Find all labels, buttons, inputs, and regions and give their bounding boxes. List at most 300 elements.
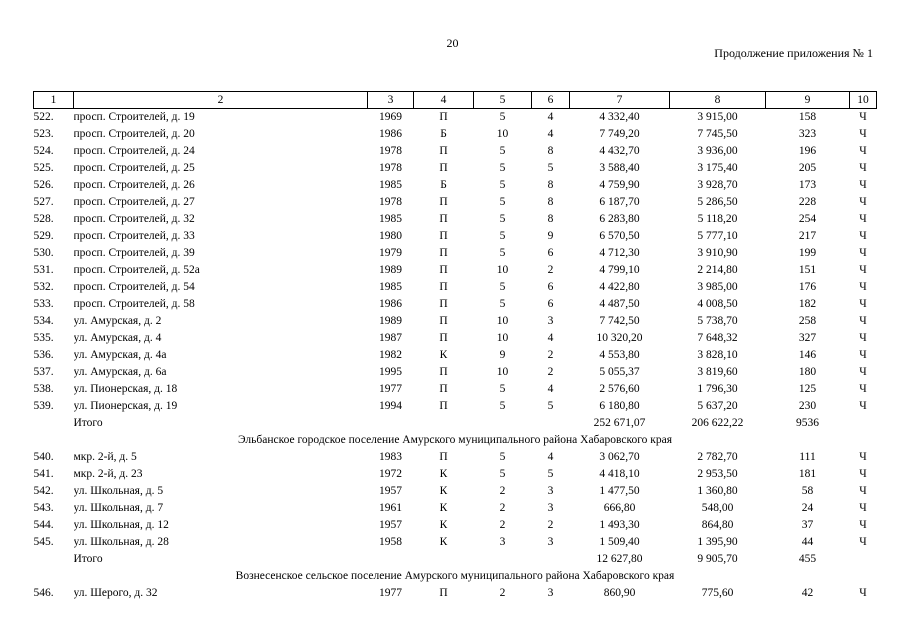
total-area: 1 509,40 (599, 536, 640, 548)
address: просп. Строителей, д. 25 (73, 162, 195, 174)
year-built: 1985 (379, 213, 402, 225)
empty-cell (850, 415, 877, 432)
entrances: 5 (547, 400, 554, 412)
ownership: Ч (859, 298, 867, 310)
row-number: 545. (33, 536, 54, 548)
living-area: 2 953,50 (697, 468, 738, 480)
address: просп. Строителей, д. 52а (73, 264, 200, 276)
wall-material: П (439, 264, 448, 276)
residents: 205 (798, 162, 817, 174)
empty-cell (34, 551, 74, 568)
wall-material: П (439, 230, 448, 242)
ownership: Ч (859, 485, 867, 497)
continuation-note: Продолжение приложения № 1 (714, 46, 873, 60)
floors: 5 (499, 468, 506, 480)
empty-cell (532, 415, 570, 432)
living-area: 2 214,80 (697, 264, 738, 276)
wall-material: П (439, 587, 448, 599)
table-row (34, 262, 877, 279)
year-built: 1978 (379, 145, 402, 157)
living-area: 1 360,80 (697, 485, 738, 497)
living-area: 548,00 (701, 502, 734, 514)
entrances: 8 (547, 145, 554, 157)
total-area: 860,90 (603, 587, 636, 599)
living-area: 5 777,10 (697, 230, 738, 242)
floors: 5 (499, 400, 506, 412)
entrances: 2 (547, 264, 554, 276)
wall-material: К (439, 468, 448, 480)
year-built: 1977 (379, 587, 402, 599)
entrances: 9 (547, 230, 554, 242)
wall-material: Б (440, 179, 447, 191)
year-built: 1969 (379, 111, 402, 123)
residents: 180 (798, 366, 817, 378)
living-area: 775,60 (701, 587, 734, 599)
ownership: Ч (859, 315, 867, 327)
residents: 111 (799, 451, 816, 463)
total-area: 4 553,80 (599, 349, 640, 361)
table-row (34, 466, 877, 483)
year-built: 1980 (379, 230, 402, 242)
table-row (34, 517, 877, 534)
row-number: 544. (33, 519, 54, 531)
residents: 176 (798, 281, 817, 293)
total-label: Итого (73, 417, 103, 429)
ownership: Ч (859, 383, 867, 395)
year-built: 1982 (379, 349, 402, 361)
ownership: Ч (859, 196, 867, 208)
col-header-8: 8 (670, 92, 766, 109)
floors: 5 (499, 179, 506, 191)
address: просп. Строителей, д. 20 (73, 128, 195, 140)
year-built: 1995 (379, 366, 402, 378)
residents: 37 (801, 519, 814, 531)
row-number: 522. (33, 111, 54, 123)
year-built: 1957 (379, 485, 402, 497)
entrances: 2 (547, 366, 554, 378)
entrances: 8 (547, 196, 554, 208)
year-built: 1979 (379, 247, 402, 259)
residents: 58 (801, 485, 814, 497)
table-row (34, 364, 877, 381)
living-area: 3 828,10 (697, 349, 738, 361)
col-header-2: 2 (74, 92, 368, 109)
address: ул. Амурская, д. 4а (73, 349, 167, 361)
entrances: 2 (547, 349, 554, 361)
total-area: 7 749,20 (599, 128, 640, 140)
total-area: 666,80 (603, 502, 636, 514)
wall-material: П (439, 298, 448, 310)
year-built: 1977 (379, 383, 402, 395)
ownership: Ч (859, 111, 867, 123)
column-numbers-row (34, 92, 877, 109)
row-number: 527. (33, 196, 54, 208)
living-area: 5 286,50 (697, 196, 738, 208)
address: ул. Школьная, д. 5 (73, 485, 164, 497)
row-number: 531. (33, 264, 54, 276)
floors: 9 (499, 349, 506, 361)
table-row (34, 228, 877, 245)
table-row (34, 585, 877, 602)
residents: 258 (798, 315, 817, 327)
living-area: 3 910,90 (697, 247, 738, 259)
entrances: 4 (547, 332, 554, 344)
col-header-3: 3 (368, 92, 414, 109)
empty-cell (368, 551, 414, 568)
residents: 125 (798, 383, 817, 395)
living-area: 3 915,00 (697, 111, 738, 123)
floors: 5 (499, 162, 506, 174)
residents: 181 (798, 468, 817, 480)
year-built: 1994 (379, 400, 402, 412)
entrances: 3 (547, 315, 554, 327)
total-area: 10 320,20 (596, 332, 643, 344)
ownership: Ч (859, 264, 867, 276)
row-number: 525. (33, 162, 54, 174)
ownership: Ч (859, 247, 867, 259)
row-number: 526. (33, 179, 54, 191)
total-area: 2 576,60 (599, 383, 640, 395)
address: ул. Школьная, д. 7 (73, 502, 164, 514)
residents: 182 (798, 298, 817, 310)
address: просп. Строителей, д. 24 (73, 145, 195, 157)
living-area: 1 796,30 (697, 383, 738, 395)
living-area: 7 745,50 (697, 128, 738, 140)
section-heading-row (34, 432, 877, 449)
living-area: 3 819,60 (697, 366, 738, 378)
table-row (34, 211, 877, 228)
year-built: 1958 (379, 536, 402, 548)
floors: 5 (499, 230, 506, 242)
table-row (34, 381, 877, 398)
residents: 254 (798, 213, 817, 225)
total-row (34, 551, 877, 568)
ownership: Ч (859, 587, 867, 599)
year-built: 1983 (379, 451, 402, 463)
table-row (34, 279, 877, 296)
col-header-10: 10 (850, 92, 877, 109)
residents: 199 (798, 247, 817, 259)
table-row (34, 143, 877, 160)
empty-cell (34, 415, 74, 432)
table-row (34, 177, 877, 194)
total-area: 4 432,70 (599, 145, 640, 157)
living-area: 3 985,00 (697, 281, 738, 293)
row-number: 529. (33, 230, 54, 242)
address: просп. Строителей, д. 33 (73, 230, 195, 242)
residents-sum: 455 (798, 553, 817, 565)
residents: 196 (798, 145, 817, 157)
wall-material: П (439, 145, 448, 157)
col-header-9: 9 (766, 92, 850, 109)
total-area-sum: 12 627,80 (596, 553, 643, 565)
living-area: 1 395,90 (697, 536, 738, 548)
empty-cell (414, 551, 474, 568)
year-built: 1985 (379, 281, 402, 293)
table-row (34, 313, 877, 330)
table-row (34, 449, 877, 466)
year-built: 1957 (379, 519, 402, 531)
col-header-5: 5 (474, 92, 532, 109)
address: мкр. 2-й, д. 5 (73, 451, 137, 463)
wall-material: П (439, 162, 448, 174)
total-area: 3 062,70 (599, 451, 640, 463)
total-area: 1 493,30 (599, 519, 640, 531)
total-area: 4 712,30 (599, 247, 640, 259)
year-built: 1986 (379, 298, 402, 310)
row-number: 542. (33, 485, 54, 497)
wall-material: П (439, 451, 448, 463)
ownership: Ч (859, 468, 867, 480)
wall-material: Б (440, 128, 447, 140)
wall-material: П (439, 281, 448, 293)
floors: 5 (499, 213, 506, 225)
living-area: 5 118,20 (697, 213, 738, 225)
residents: 217 (798, 230, 817, 242)
floors: 5 (499, 281, 506, 293)
row-number: 532. (33, 281, 54, 293)
total-area: 6 180,80 (599, 400, 640, 412)
table-row (34, 109, 877, 127)
floors: 5 (499, 247, 506, 259)
row-number: 536. (33, 349, 54, 361)
address: ул. Амурская, д. 6а (73, 366, 167, 378)
address: ул. Школьная, д. 12 (73, 519, 169, 531)
ownership: Ч (859, 519, 867, 531)
floors: 10 (496, 128, 509, 140)
wall-material: П (439, 213, 448, 225)
row-number: 524. (33, 145, 54, 157)
total-area: 4 332,40 (599, 111, 640, 123)
entrances: 4 (547, 451, 554, 463)
address: ул. Пионерская, д. 18 (73, 383, 178, 395)
table-row (34, 500, 877, 517)
year-built: 1986 (379, 128, 402, 140)
row-number: 534. (33, 315, 54, 327)
entrances: 8 (547, 213, 554, 225)
total-area: 1 477,50 (599, 485, 640, 497)
total-area: 6 187,70 (599, 196, 640, 208)
row-number: 537. (33, 366, 54, 378)
floors: 5 (499, 383, 506, 395)
housing-register-table (33, 91, 877, 602)
ownership: Ч (859, 400, 867, 412)
total-area: 6 570,50 (599, 230, 640, 242)
ownership: Ч (859, 332, 867, 344)
floors: 5 (499, 298, 506, 310)
total-area-sum: 252 671,07 (593, 417, 646, 429)
wall-material: П (439, 332, 448, 344)
wall-material: П (439, 111, 448, 123)
entrances: 6 (547, 298, 554, 310)
living-area: 5 637,20 (697, 400, 738, 412)
entrances: 5 (547, 162, 554, 174)
row-number: 535. (33, 332, 54, 344)
living-area: 3 928,70 (697, 179, 738, 191)
entrances: 4 (547, 383, 554, 395)
floors: 2 (499, 587, 506, 599)
wall-material: П (439, 315, 448, 327)
entrances: 3 (547, 587, 554, 599)
total-label: Итого (73, 553, 103, 565)
residents: 173 (798, 179, 817, 191)
floors: 5 (499, 196, 506, 208)
entrances: 3 (547, 502, 554, 514)
year-built: 1978 (379, 162, 402, 174)
row-number: 528. (33, 213, 54, 225)
floors: 2 (499, 519, 506, 531)
table-row (34, 483, 877, 500)
residents: 42 (801, 587, 814, 599)
table-row (34, 347, 877, 364)
row-number: 523. (33, 128, 54, 140)
table-row (34, 398, 877, 415)
address: мкр. 2-й, д. 23 (73, 468, 143, 480)
residents: 230 (798, 400, 817, 412)
entrances: 4 (547, 128, 554, 140)
wall-material: П (439, 196, 448, 208)
floors: 5 (499, 145, 506, 157)
col-header-7: 7 (570, 92, 670, 109)
table-body (34, 109, 877, 603)
residents: 146 (798, 349, 817, 361)
living-area-sum: 9 905,70 (697, 553, 738, 565)
living-area: 3 936,00 (697, 145, 738, 157)
row-number: 540. (33, 451, 54, 463)
section-heading: Вознесенское сельское поселение Амурского муниципального района Хабаровского края (235, 570, 675, 582)
entrances: 2 (547, 519, 554, 531)
ownership: Ч (859, 145, 867, 157)
total-area: 4 418,10 (599, 468, 640, 480)
address: просп. Строителей, д. 27 (73, 196, 195, 208)
ownership: Ч (859, 162, 867, 174)
living-area: 2 782,70 (697, 451, 738, 463)
entrances: 8 (547, 179, 554, 191)
year-built: 1989 (379, 264, 402, 276)
section-heading-row (34, 568, 877, 585)
living-area: 3 175,40 (697, 162, 738, 174)
wall-material: К (439, 519, 448, 531)
row-number: 543. (33, 502, 54, 514)
residents-sum: 9536 (796, 417, 819, 429)
total-area: 5 055,37 (599, 366, 640, 378)
wall-material: К (439, 485, 448, 497)
empty-cell (414, 415, 474, 432)
page-number: 20 (446, 36, 459, 50)
residents: 327 (798, 332, 817, 344)
wall-material: К (439, 349, 448, 361)
ownership: Ч (859, 502, 867, 514)
entrances: 4 (547, 111, 554, 123)
empty-cell (532, 551, 570, 568)
ownership: Ч (859, 451, 867, 463)
floors: 10 (496, 315, 509, 327)
total-area: 7 742,50 (599, 315, 640, 327)
entrances: 6 (547, 247, 554, 259)
table-row (34, 160, 877, 177)
address: ул. Пионерская, д. 19 (73, 400, 178, 412)
ownership: Ч (859, 366, 867, 378)
year-built: 1978 (379, 196, 402, 208)
ownership: Ч (859, 230, 867, 242)
address: просп. Строителей, д. 54 (73, 281, 195, 293)
entrances: 3 (547, 536, 554, 548)
row-number: 530. (33, 247, 54, 259)
address: просп. Строителей, д. 19 (73, 111, 195, 123)
entrances: 6 (547, 281, 554, 293)
residents: 323 (798, 128, 817, 140)
wall-material: К (439, 536, 448, 548)
wall-material: П (439, 247, 448, 259)
ownership: Ч (859, 349, 867, 361)
row-number: 541. (33, 468, 54, 480)
living-area: 7 648,32 (697, 332, 738, 344)
address: просп. Строителей, д. 32 (73, 213, 195, 225)
wall-material: К (439, 502, 448, 514)
total-area: 4 799,10 (599, 264, 640, 276)
living-area: 4 008,50 (697, 298, 738, 310)
ownership: Ч (859, 213, 867, 225)
total-area: 4 487,50 (599, 298, 640, 310)
total-area: 6 283,80 (599, 213, 640, 225)
entrances: 5 (547, 468, 554, 480)
residents: 228 (798, 196, 817, 208)
residents: 151 (798, 264, 817, 276)
col-header-4: 4 (414, 92, 474, 109)
wall-material: П (439, 400, 448, 412)
address: ул. Шерого, д. 32 (73, 587, 158, 599)
table-row (34, 194, 877, 211)
empty-cell (850, 551, 877, 568)
address: просп. Строителей, д. 58 (73, 298, 195, 310)
address: просп. Строителей, д. 26 (73, 179, 195, 191)
table-row (34, 534, 877, 551)
floors: 2 (499, 502, 506, 514)
floors: 3 (499, 536, 506, 548)
floors: 10 (496, 332, 509, 344)
row-number: 546. (33, 587, 54, 599)
floors: 10 (496, 366, 509, 378)
floors: 5 (499, 451, 506, 463)
ownership: Ч (859, 179, 867, 191)
table-row (34, 126, 877, 143)
empty-cell (474, 415, 532, 432)
floors: 5 (499, 111, 506, 123)
living-area: 864,80 (701, 519, 734, 531)
section-heading: Эльбанское городское поселение Амурского муниципального района Хабаровского края (237, 434, 673, 446)
address: ул. Амурская, д. 4 (73, 332, 162, 344)
residents: 24 (801, 502, 814, 514)
wall-material: П (439, 383, 448, 395)
year-built: 1987 (379, 332, 402, 344)
ownership: Ч (859, 536, 867, 548)
address: просп. Строителей, д. 39 (73, 247, 195, 259)
year-built: 1972 (379, 468, 402, 480)
residents: 44 (801, 536, 814, 548)
address: ул. Школьная, д. 28 (73, 536, 169, 548)
total-row (34, 415, 877, 432)
empty-cell (368, 415, 414, 432)
row-number: 533. (33, 298, 54, 310)
table-row (34, 245, 877, 262)
year-built: 1961 (379, 502, 402, 514)
year-built: 1989 (379, 315, 402, 327)
col-header-1: 1 (34, 92, 74, 109)
living-area-sum: 206 622,22 (691, 417, 744, 429)
year-built: 1985 (379, 179, 402, 191)
ownership: Ч (859, 128, 867, 140)
row-number: 538. (33, 383, 54, 395)
